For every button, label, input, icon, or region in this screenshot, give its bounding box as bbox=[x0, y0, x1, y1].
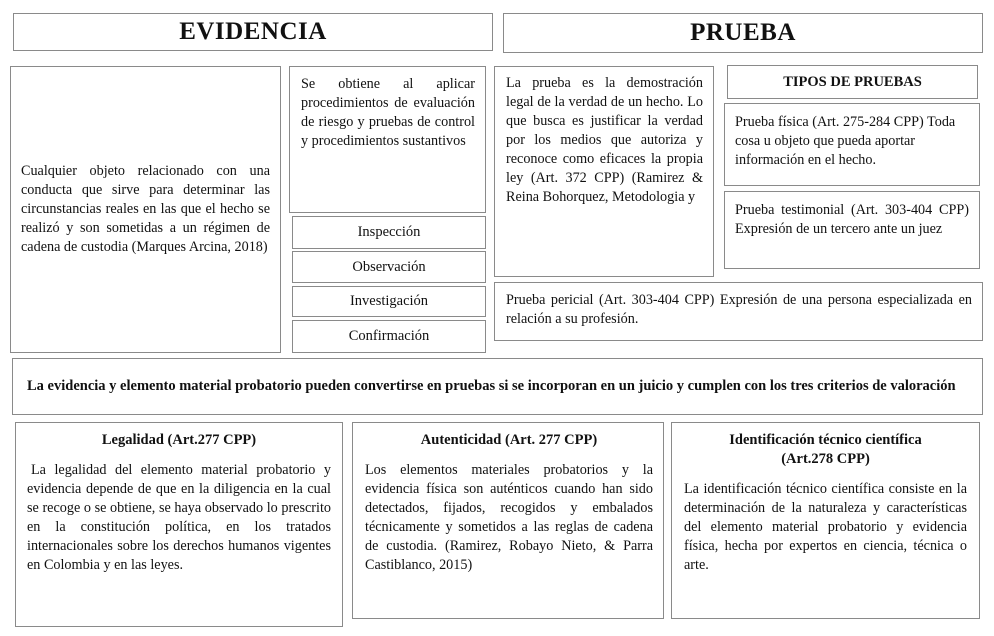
prueba-pericial-text: Prueba pericial (Art. 303-404 CPP) Expresión de una persona especializada en relación a su profesión. bbox=[506, 292, 972, 327]
procedures-text: Se obtiene al aplicar procedimientos de evaluación de riesgo y pruebas de control y procedimientos sustantivos bbox=[301, 76, 475, 149]
prueba-definition-text: La prueba es la demostración legal de la verdad de un hecho. Lo que busca es justificar la verdad por los medios que autoriza y reconoce como eficaces la propia ley (Art. 372 CPP) (Ramirez & Reina Bohorquez, Metodologia y bbox=[506, 75, 703, 205]
step-investigacion bbox=[292, 286, 486, 317]
prueba-fisica-body: Toda cosa u objeto que pueda aportar información en el hecho. bbox=[735, 114, 956, 168]
evidencia-definition-box bbox=[10, 66, 281, 353]
evidencia-header-text: EVIDENCIA bbox=[179, 18, 327, 45]
prueba-definition-box bbox=[494, 66, 714, 277]
criterio-autenticidad-title: Autenticidad (Art. 277 CPP) bbox=[420, 432, 598, 448]
step-label: Confirmación bbox=[348, 328, 430, 344]
step-label: Inspección bbox=[357, 224, 421, 240]
procedures-box bbox=[289, 66, 486, 213]
prueba-testimonial-body: Expresión de un tercero ante un juez bbox=[735, 221, 943, 237]
criterio-identificacion-title: Identificación técnico científica (Art.278 CPP) bbox=[729, 432, 922, 467]
prueba-fisica-text bbox=[735, 113, 969, 170]
prueba-fisica-title: Prueba física (Art. 275-284 CPP) bbox=[735, 114, 924, 130]
criterio-identificacion-body: La identificación técnico científica consiste en la determinación de la naturaleza y características del elemento material probatorio y evidencia física, hecha por expertos en ciencia, técnica o arte. bbox=[684, 481, 967, 573]
criteria-banner bbox=[12, 358, 983, 415]
step-label: Investigación bbox=[349, 293, 429, 309]
prueba-fisica-box bbox=[724, 103, 980, 186]
step-label: Observación bbox=[352, 258, 426, 275]
prueba-pericial-box bbox=[494, 282, 983, 341]
prueba-header bbox=[503, 13, 983, 53]
evidencia-header bbox=[13, 13, 493, 51]
criterio-autenticidad-box bbox=[352, 422, 664, 619]
prueba-header-text: PRUEBA bbox=[690, 19, 796, 46]
tipos-title: TIPOS DE PRUEBAS bbox=[783, 73, 922, 90]
criterio-identificacion-box bbox=[671, 422, 980, 619]
prueba-testimonial-box bbox=[724, 191, 980, 269]
step-inspeccion bbox=[292, 216, 486, 249]
criterio-legalidad-box bbox=[15, 422, 343, 627]
prueba-testimonial-text bbox=[735, 201, 969, 239]
tipos-title-box bbox=[727, 65, 978, 99]
criterio-legalidad-title: Legalidad (Art.277 CPP) bbox=[101, 432, 257, 448]
criterio-autenticidad-body: Los elementos materiales probatorios y la evidencia física son auténticos cuando han sido detectados, fijados, recogidos y embalados técnicamente y sometidos a las reglas de cadena de custodia. (Ramirez, Robayo Nieto, & Parra Castiblanco, 2015) bbox=[365, 462, 653, 573]
step-observacion bbox=[292, 251, 486, 283]
evidencia-definition-text: Cualquier objeto relacionado con una conducta que sirve para determinar las circunstancias reales en las que el hecho se realizó y son sometidas a un régimen de cadena de custodia (Marques Arcina, 2018) bbox=[21, 163, 270, 255]
prueba-testimonial-title: Prueba testimonial (Art. 303-404 CPP) bbox=[735, 202, 969, 218]
criterio-legalidad-body: La legalidad del elemento material probatorio y evidencia depende de que en la diligencia en la cual se recoge o se obtiene, se haya observado lo prescrito en la constitución política, en los tratados internacionales sobre los derechos humanos vigentes en Colombia y en las leyes. bbox=[27, 462, 331, 573]
step-confirmacion bbox=[292, 320, 486, 353]
criteria-banner-text: La evidencia y elemento material probatorio pueden convertirse en pruebas si se incorporan en un juicio y cumplen con los tres criterios de valoración bbox=[27, 378, 956, 394]
